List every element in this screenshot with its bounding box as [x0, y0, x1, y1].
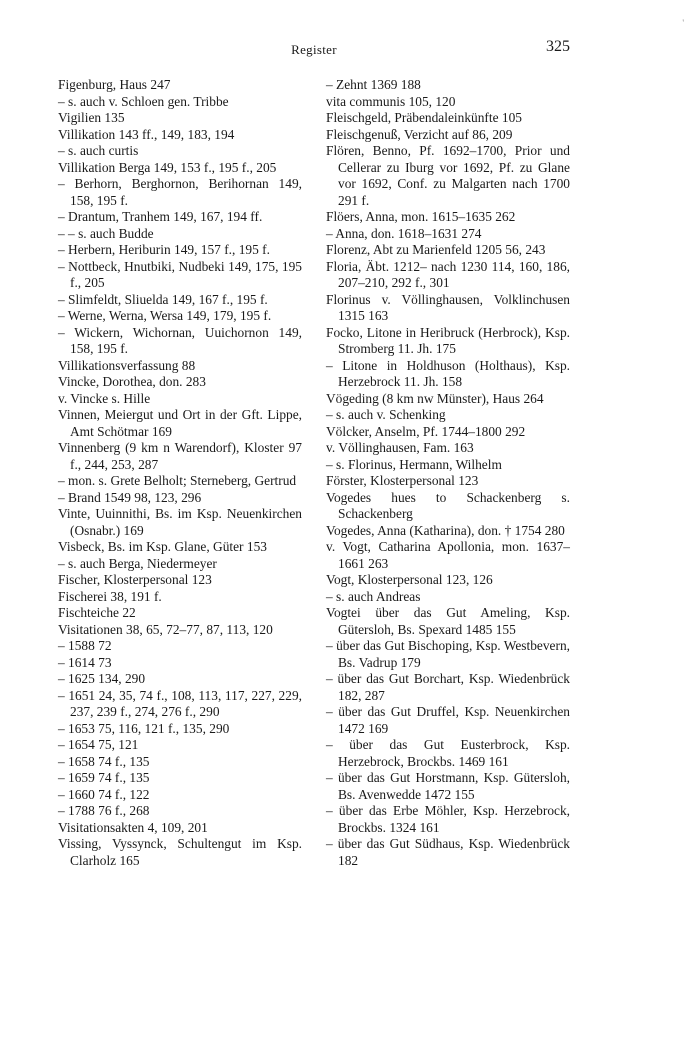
corner-mark: ' — [682, 18, 684, 28]
index-entry: – s. auch v. Schenking — [326, 407, 446, 422]
index-entry: Visbeck, Bs. im Ksp. Glane, Güter 153 — [58, 539, 267, 554]
index-entry: – 1658 74 f., 135 — [58, 753, 150, 769]
index-entry: Förster, Klosterpersonal 123 — [326, 473, 479, 488]
index-entry: Vinte, Uuinnithi, Bs. im Ksp. Neuenkirchen (Osnabr.) 169 — [58, 506, 302, 538]
index-columns — [58, 77, 570, 869]
index-entry: v. Vogt, Catharina Apollonia, mon. 1637–1661 263 — [326, 539, 570, 571]
index-entry: – Wickern, Wichornan, Uuichornon 149, 158, 195 f. — [58, 324, 302, 356]
index-entry: – über das Erbe Möhler, Ksp. Herzebrock, Brockbs. 1324 161 — [326, 803, 570, 835]
index-entry: Vissing, Vyssynck, Schultengut im Ksp. Clarholz 165 — [58, 836, 302, 868]
index-entry: Vincke, Dorothea, don. 283 — [58, 374, 206, 389]
index-entry: Vinnenberg (9 km n Warendorf), Kloster 97 f., 244, 253, 287 — [58, 440, 302, 472]
index-entry: – s. auch Andreas — [326, 588, 421, 604]
index-entry: – 1614 73 — [58, 654, 112, 670]
index-entry: – s. auch Berga, Niedermeyer — [58, 555, 217, 571]
index-entry: Focko, Litone in Heribruck (Herbrock), Ksp. Stromberg 11. Jh. 175 — [326, 324, 570, 356]
running-head: Register — [291, 42, 337, 57]
index-entry: – Berhorn, Berghornon, Berihornan 149, 158, 195 f. — [58, 176, 302, 208]
index-entry: – Drantum, Tranhem 149, 167, 194 ff. — [58, 209, 263, 224]
index-entry: Fischer, Klosterpersonal 123 — [58, 572, 212, 587]
index-entry: – 1625 134, 290 — [58, 671, 146, 686]
index-entry: – mon. s. Grete Belholt; Sterneberg, Gertrud — [58, 473, 297, 488]
index-entry: – 1659 74 f., 135 — [58, 770, 150, 785]
index-entry: Flören, Benno, Pf. 1692–1700, Prior und Cellerar zu Iburg vor 1692, Pf. zu Glane vor 1692, Conf. zu Malgarten nach 1700 291 f. — [326, 143, 570, 208]
index-entry: – 1588 72 — [58, 638, 112, 653]
index-entry: – Zehnt 1369 188 — [326, 77, 421, 92]
index-entry: – Herbern, Heriburin 149, 157 f., 195 f. — [58, 242, 270, 257]
index-entry: v. Vincke s. Hille — [58, 390, 151, 406]
index-entry: Villikation Berga 149, 153 f., 195 f., 205 — [58, 159, 277, 175]
index-entry: – Anna, don. 1618–1631 274 — [326, 225, 482, 241]
index-entry: – über das Gut Horstmann, Ksp. Gütersloh, Bs. Avenwedde 1472 155 — [326, 770, 570, 802]
index-entry: Vogt, Klosterpersonal 123, 126 — [326, 572, 493, 587]
index-entry: – über das Gut Eusterbrock, Ksp. Herzebrock, Brockbs. 1469 161 — [326, 737, 570, 769]
index-entry: Vogedes hues to Schackenberg s. Schackenberg — [326, 489, 570, 521]
index-entry: – Werne, Werna, Wersa 149, 179, 195 f. — [58, 308, 272, 323]
index-entry: Fleischgeld, Präbendaleinkünfte 105 — [326, 110, 522, 125]
index-entry: Florinus v. Völlinghausen, Volklinchusen 1315 163 — [326, 291, 570, 323]
index-entry: Floria, Äbt. 1212– nach 1230 114, 160, 186, 207–210, 292 f., 301 — [326, 258, 570, 290]
index-entry: – über das Gut Südhaus, Ksp. Wiedenbrück 182 — [326, 836, 570, 868]
page-header — [58, 36, 570, 66]
index-entry: Fischteiche 22 — [58, 605, 136, 620]
index-entry: – über das Gut Borchart, Ksp. Wiedenbrück 182, 287 — [326, 671, 570, 703]
index-entry: vita communis 105, 120 — [326, 93, 456, 109]
index-entry: v. Völlinghausen, Fam. 163 — [326, 440, 474, 455]
page-number: 325 — [546, 38, 570, 55]
index-entry: – Brand 1549 98, 123, 296 — [58, 489, 202, 505]
index-entry: – 1653 75, 116, 121 f., 135, 290 — [58, 720, 230, 736]
index-entry: – 1660 74 f., 122 — [58, 786, 150, 802]
index-entry: Völcker, Anselm, Pf. 1744–1800 292 — [326, 423, 526, 439]
index-entry: – über das Gut Bischoping, Ksp. Westbevern, Bs. Vadrup 179 — [326, 638, 570, 670]
index-entry: Visitationsakten 4, 109, 201 — [58, 819, 208, 835]
index-entry: Fleischgenuß, Verzicht auf 86, 209 — [326, 126, 513, 142]
index-entry: – 1651 24, 35, 74 f., 108, 113, 117, 227, 229, 237, 239 f., 274, 276 f., 290 — [58, 687, 302, 719]
index-entry: – s. auch v. Schloen gen. Tribbe — [58, 93, 229, 109]
index-entry: Florenz, Abt zu Marienfeld 1205 56, 243 — [326, 242, 546, 257]
index-entry: Vinnen, Meiergut und Ort in der Gft. Lippe, Amt Schötmar 169 — [58, 407, 302, 439]
index-entry: Vigilien 135 — [58, 110, 125, 125]
index-entry: – s. auch curtis — [58, 143, 139, 158]
index-entry: Vogedes, Anna (Katharina), don. † 1754 280 — [326, 522, 565, 538]
right-column — [326, 77, 570, 869]
index-entry: Flöers, Anna, mon. 1615–1635 262 — [326, 209, 516, 224]
left-column — [58, 77, 302, 869]
index-entry: – 1788 76 f., 268 — [58, 803, 150, 818]
index-entry: Vögeding (8 km nw Münster), Haus 264 — [326, 390, 544, 406]
index-entry: Fischerei 38, 191 f. — [58, 588, 162, 604]
index-entry: Vogtei über das Gut Ameling, Ksp. Gütersloh, Bs. Spexard 1485 155 — [326, 605, 570, 637]
index-entry: Visitationen 38, 65, 72–77, 87, 113, 120 — [58, 621, 273, 637]
index-entry: Villikationsverfassung 88 — [58, 357, 196, 373]
index-entry: Villikation 143 ff., 149, 183, 194 — [58, 126, 235, 142]
index-entry: – – s. auch Budde — [58, 225, 154, 241]
index-entry: – 1654 75, 121 — [58, 737, 139, 752]
index-entry: – Litone in Holdhuson (Holthaus), Ksp. Herzebrock 11. Jh. 158 — [326, 357, 570, 389]
index-entry: Figenburg, Haus 247 — [58, 77, 171, 92]
index-entry: – über das Gut Druffel, Ksp. Neuenkirchen 1472 169 — [326, 704, 570, 736]
index-entry: – s. Florinus, Hermann, Wilhelm — [326, 456, 502, 472]
index-entry: – Nottbeck, Hnutbiki, Nudbeki 149, 175, 195 f., 205 — [58, 258, 302, 290]
index-entry: – Slimfeldt, Sliuelda 149, 167 f., 195 f. — [58, 291, 268, 307]
